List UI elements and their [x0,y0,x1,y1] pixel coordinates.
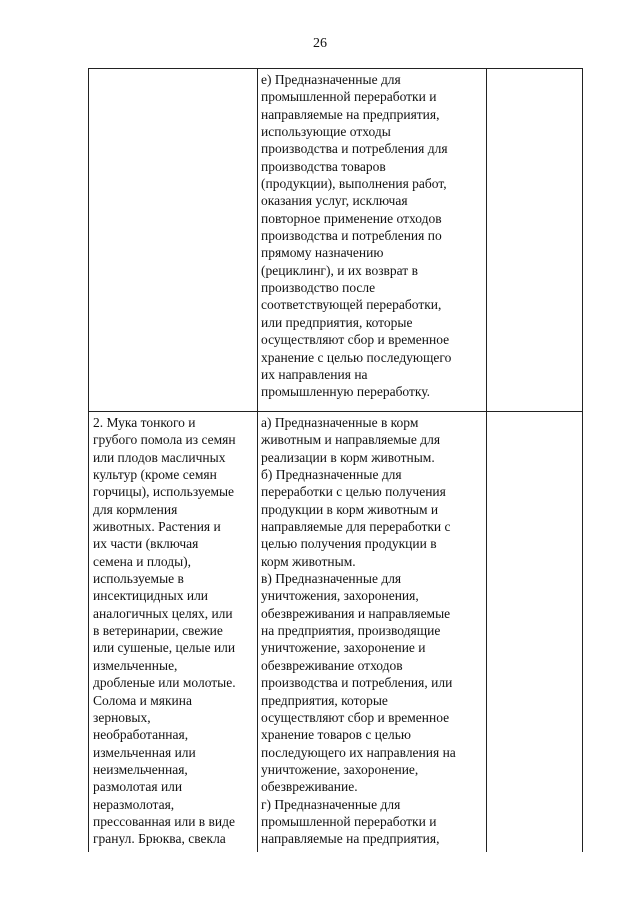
product-description-text: 2. Мука тонкого и грубого помола из семян или плодов масличных культур (кроме семян горчицы), используемые для кормления животных. Растения и их части (включая семена и плоды), используемые в инсектицидных или аналогичных целях, или в ветеринарии, свежие или сушеные, целые или измельченные, дробленые или молотые. Солома и мякина зерновых, необработанная, измельченная или неизмельченная, размолотая или неразмолотая, прессованная или в виде гранул. Брюква, свекла [93,415,236,847]
notes-cell [487,412,583,853]
regulation-table [88,68,583,852]
product-description-cell [89,412,258,853]
purpose-text: е) Предназначенные для промышленной переработки и направляемые на предприятия, использующие отходы производства и потребления для производства товаров (продукции), выполнения работ, оказания услуг, исключая повторное применение отходов производства и потребления по прямому назначению (рециклинг), и их возврат в производство после соответствующей переработки, или предприятия, которые осуществляют сбор и временное хранение с целью последующего их направления на промышленную переработку. [261,72,452,400]
notes-cell [487,69,583,412]
product-description-text [89,69,257,71]
table-row [89,412,583,853]
purpose-cell [258,69,487,412]
product-description-cell [89,69,258,412]
table-row [89,69,583,412]
purpose-cell [258,412,487,853]
page-number: 26 [313,36,327,51]
purpose-text: а) Предназначенные в корм животным и направляемые для реализации в корм животным. б) Предназначенные для переработки с целью получения продукции в корм животным и направляемые для переработки с целью получения продукции в корм животным. в) Предназначенные для уничтожения, захоронения, обезвреживания и направляемые на предприятия, производящие уничтожение, захоронение и обезвреживание отходов производства и потребления, или предприятия, которые осуществляют сбор и временное хранение товаров с целью последующего их направления на уничтожение, захоронение, обезвреживание. г) Предназначенные для промышленной переработки и направляемые на предприятия, [261,415,456,847]
